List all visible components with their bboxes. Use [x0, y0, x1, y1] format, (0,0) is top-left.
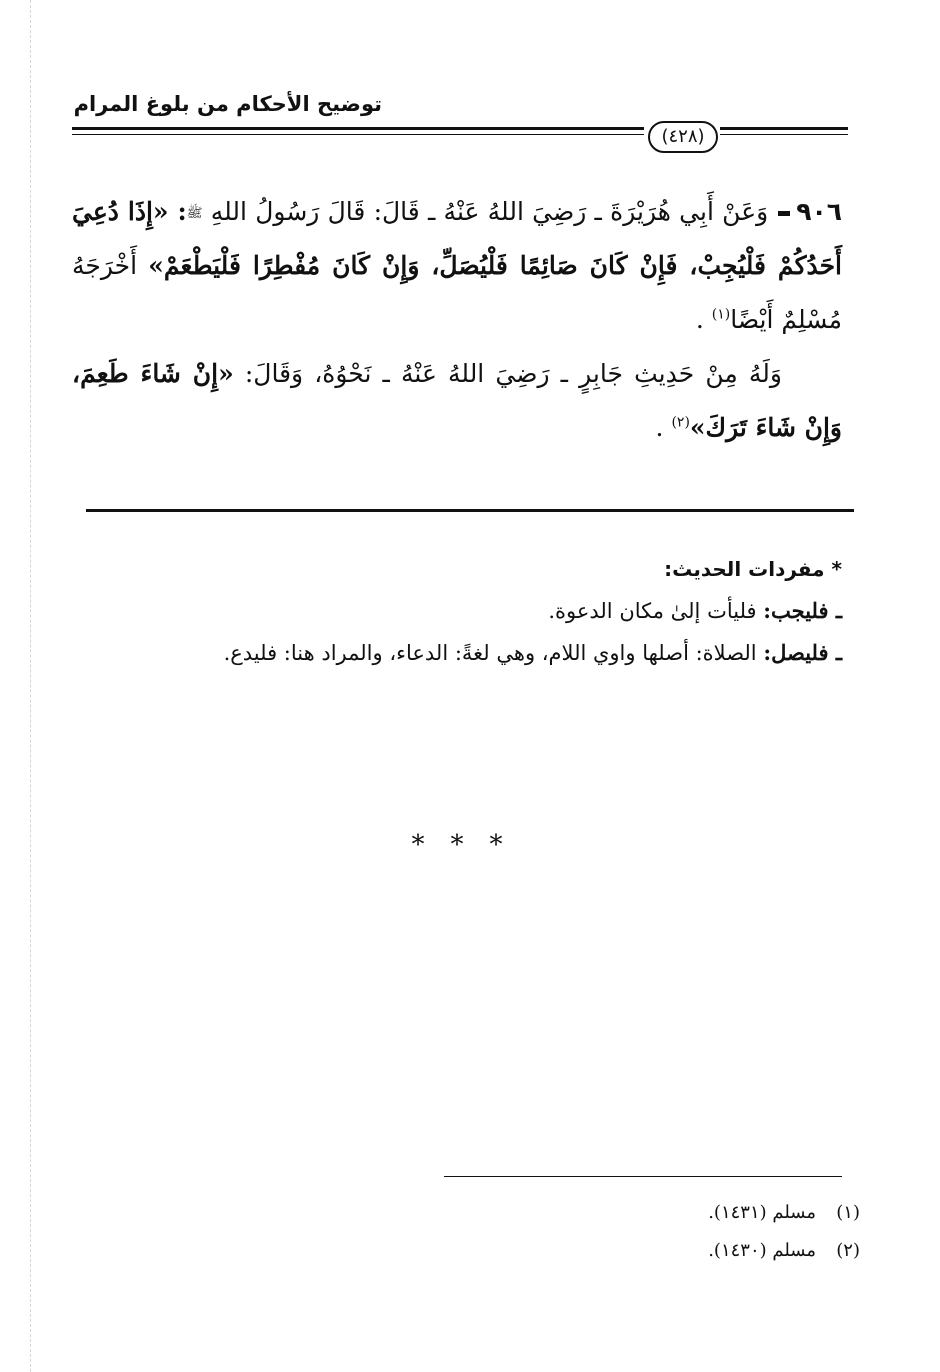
header-rule-right-thin [720, 134, 848, 135]
hadith-source-1: أَخْرَجَهُ مُسْلِمٌ أَيْضًا [72, 251, 842, 334]
vocabulary-heading: * مفردات الحديث: [664, 557, 842, 581]
hadith-quote-2: «إِنْ شَاءَ طَعِمَ، وَإِنْ شَاءَ تَرَكَ» [72, 359, 842, 442]
section-separator-stars: *** [411, 830, 529, 860]
scan-edge-line [30, 0, 31, 1372]
vocabulary-item [72, 632, 842, 674]
hadith-end-1: . [695, 305, 704, 334]
footnote-text: مسلم (١٤٣٠). [708, 1240, 816, 1261]
number-dash-mark [778, 211, 790, 216]
footnote-item [560, 1232, 860, 1270]
hadith-quote-1: : «إِذَا دُعِيَ أَحَدُكُمْ فَلْيُجِبْ، فَإِنْ كَانَ صَائِمًا فَلْيُصَلِّ، وَإِنْ كَانَ مُفْطِرًا فَلْيَطْعَمْ» [72, 197, 842, 280]
hadith-chain-2: وَلَهُ مِنْ حَدِيثِ جَابِرٍ ـ رَضِيَ اللهُ عَنْهُ ـ نَحْوُهُ، وَقَالَ: [244, 359, 782, 388]
vocabulary-definition: الصلاة: أصلها واوي اللام، وهي لغةً: الدعاء، والمراد هنا: فليدع. [223, 641, 757, 665]
vocabulary-section [72, 548, 842, 674]
vocabulary-term: ـ فليصل: [763, 640, 842, 665]
footnote-ref-2: (٢) [671, 414, 690, 431]
footnote-number: (٢) [836, 1240, 860, 1261]
hadith-end-2: . [655, 413, 664, 442]
footnote-text: مسلم (١٤٣١). [708, 1202, 816, 1223]
hadith-text [72, 185, 842, 455]
page-number: (٤٢٨) [648, 121, 718, 153]
header-rule-left-thin [72, 134, 644, 135]
section-divider [86, 509, 854, 512]
hadith-chain: وَعَنْ أَبِي هُرَيْرَةَ ـ رَضِيَ اللهُ عَنْهُ ـ قَالَ: قَالَ رَسُولُ اللهِ [210, 197, 769, 226]
vocabulary-definition: فليأت إلىٰ مكان الدعوة. [548, 599, 757, 623]
hadith-paragraph-1 [72, 185, 842, 347]
footnotes [560, 1194, 860, 1270]
footnote-rule [444, 1176, 842, 1177]
footnote-item [560, 1194, 860, 1232]
footnote-ref-1: (١) [711, 306, 731, 323]
header-rule-left-thick [72, 127, 644, 130]
honorific-symbol: ﷺ [186, 206, 203, 221]
running-header-title: توضيح الأحكام من بلوغ المرام [73, 92, 382, 116]
vocabulary-item [72, 590, 842, 632]
header-rule-right-thick [720, 127, 848, 130]
vocabulary-term: ـ فليجب: [763, 598, 842, 623]
hadith-number: ٩٠٦ [796, 197, 842, 226]
hadith-paragraph-2 [72, 347, 842, 455]
footnote-number: (١) [836, 1202, 860, 1223]
